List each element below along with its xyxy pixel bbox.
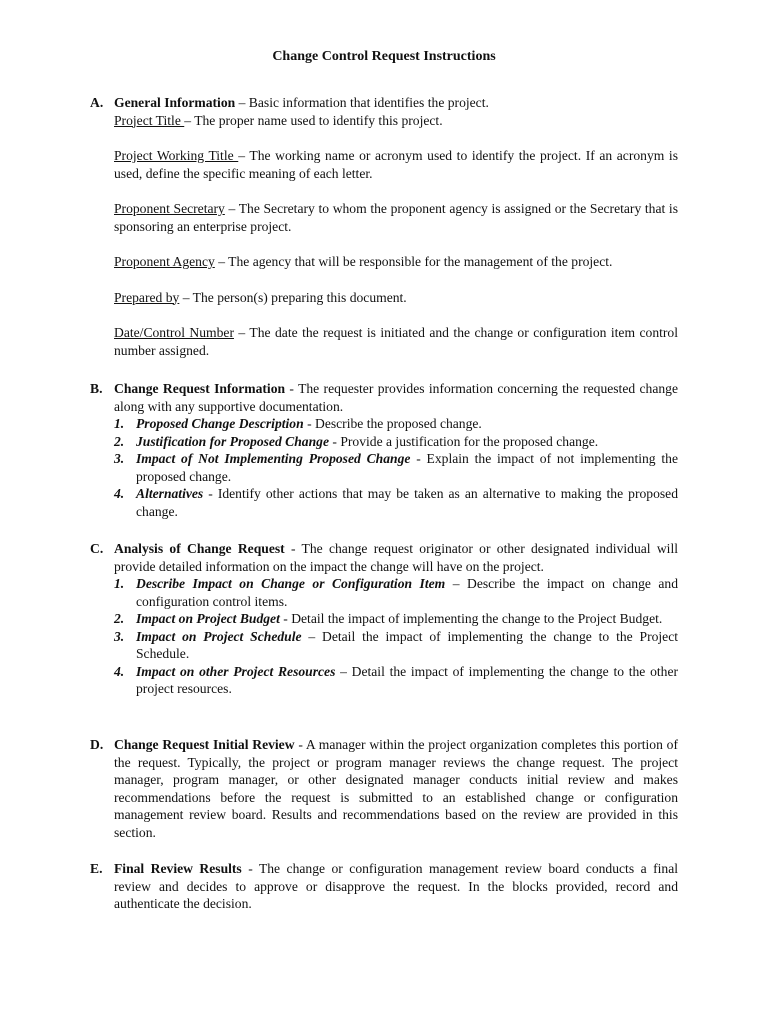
section-description: The change or configuration management review board conducts a final review and decides to approve or disapprove the request. In the blocks provided, record and authenticate the decision.	[114, 861, 678, 911]
section-intro: Change Request Initial Review - A manager within the project organization completes this portion of the request. Typically, the project or program manager reviews the change request. The project manager, program manager, or other designated manager conducts initial review and makes recommendations before the request is submitted to an established change or configuration management review board. Results and recommendations based on the review are provided in this section.	[114, 737, 678, 840]
section-heading: Change Request Information	[114, 381, 286, 396]
section-a	[90, 94, 678, 359]
list-item: 1. Proposed Change Description - Describe the proposed change.	[114, 416, 482, 431]
item-term: Impact on Project Schedule	[136, 628, 302, 644]
page-title: Change Control Request Instructions	[272, 49, 496, 64]
field-proponent-agency: Proponent Agency – The agency that will be responsible for the management of the project.	[114, 254, 613, 269]
list-item: 3. Impact of Not Implementing Proposed Change - Explain the impact of not implementing the proposed change.	[114, 451, 678, 484]
field-term: Date/Control Number	[114, 325, 234, 340]
section-intro: General Information – Basic information that identifies the project.	[114, 95, 489, 110]
section-intro: Analysis of Change Request - The change request originator or other designated individual will provide detailed information on the impact the change will have on the project.	[114, 541, 678, 574]
section-intro: Final Review Results - The change or configuration management review board conducts a final review and decides to approve or disapprove the request. In the blocks provided, record and authenticate the decision.	[114, 861, 678, 911]
numbered-list	[114, 575, 678, 698]
field-project-working-title: Project Working Title – The working name or acronym used to identify the project. If an acronym is used, define the specific meaning of each letter.	[114, 148, 679, 181]
section-letter: C.	[90, 541, 104, 556]
section-letter: D.	[90, 737, 104, 752]
section-intro: Change Request Information - The requester provides information concerning the requested change along with any supportive documentation.	[114, 381, 679, 414]
section-e	[90, 860, 678, 913]
item-term: Impact on Project Budget	[136, 611, 280, 626]
section-heading: General Information	[114, 95, 236, 110]
section-letter: E.	[90, 861, 103, 876]
section-heading: Final Review Results	[114, 861, 242, 876]
list-item: 4. Alternatives - Identify other actions that may be taken as an alternative to making the proposed change.	[114, 486, 679, 519]
section-heading: Change Request Initial Review	[114, 737, 295, 752]
field-proponent-secretary: Proponent Secretary – The Secretary to whom the proponent agency is assigned or the Secretary that is sponsoring an enterprise project.	[114, 201, 678, 234]
item-term: Proposed Change Description	[136, 416, 304, 431]
list-item: 2. Justification for Proposed Change - Provide a justification for the proposed change.	[114, 433, 599, 449]
item-term: Impact of Not Implementing Proposed Change	[136, 451, 411, 466]
field-project-title: Project Title – The proper name used to identify this project.	[114, 112, 443, 128]
item-term: Alternatives	[136, 486, 204, 501]
field-prepared-by: Prepared by – The person(s) preparing this document.	[114, 289, 407, 305]
numbered-list	[114, 415, 678, 520]
item-term: Impact on other Project Resources	[136, 663, 336, 679]
item-term: Describe Impact on Change or Configuration Item	[136, 576, 446, 591]
section-heading: Analysis of Change Request	[114, 541, 285, 556]
list-item: 3. Impact on Project Schedule – Detail the impact of implementing the change to the Project Schedule.	[114, 628, 679, 661]
list-item: 4. Impact on other Project Resources – Detail the impact of implementing the change to the other project resources.	[114, 663, 678, 696]
section-letter: A.	[90, 95, 104, 110]
section-description: The requester provides information concerning the requested change along with any supportive documentation.	[114, 381, 679, 414]
field-term: Prepared by	[114, 289, 180, 305]
section-b	[90, 380, 678, 520]
section-c	[90, 540, 678, 698]
item-term: Justification for Proposed Change	[136, 433, 329, 449]
section-description: The change request originator or other designated individual will provide detailed information on the impact the change will have on the project.	[114, 541, 678, 574]
section-description: A manager within the project organization completes this portion of the request. Typically, the project or program manager reviews the change request. The project manager, program manager, or other designated manager conducts initial review and makes recommendations before the request is submitted to an established change or configuration management review board. Results and recommendations based on the review are provided in this section.	[114, 737, 678, 840]
list-item: 1. Describe Impact on Change or Configuration Item – Describe the impact on change and configuration control items.	[114, 576, 679, 609]
field-term: Project Title	[114, 112, 185, 128]
section-letter: B.	[90, 381, 103, 396]
section-description: Basic information that identifies the project.	[248, 95, 489, 110]
field-date-control-number: Date/Control Number – The date the request is initiated and the change or configuration item control number assigned.	[114, 325, 678, 358]
section-d	[90, 736, 678, 841]
field-term: Proponent Agency	[114, 254, 215, 269]
list-item: 2. Impact on Project Budget - Detail the impact of implementing the change to the Project Budget.	[114, 611, 663, 626]
field-term: Project Working Title	[114, 148, 239, 163]
field-term: Proponent Secretary	[114, 201, 225, 216]
